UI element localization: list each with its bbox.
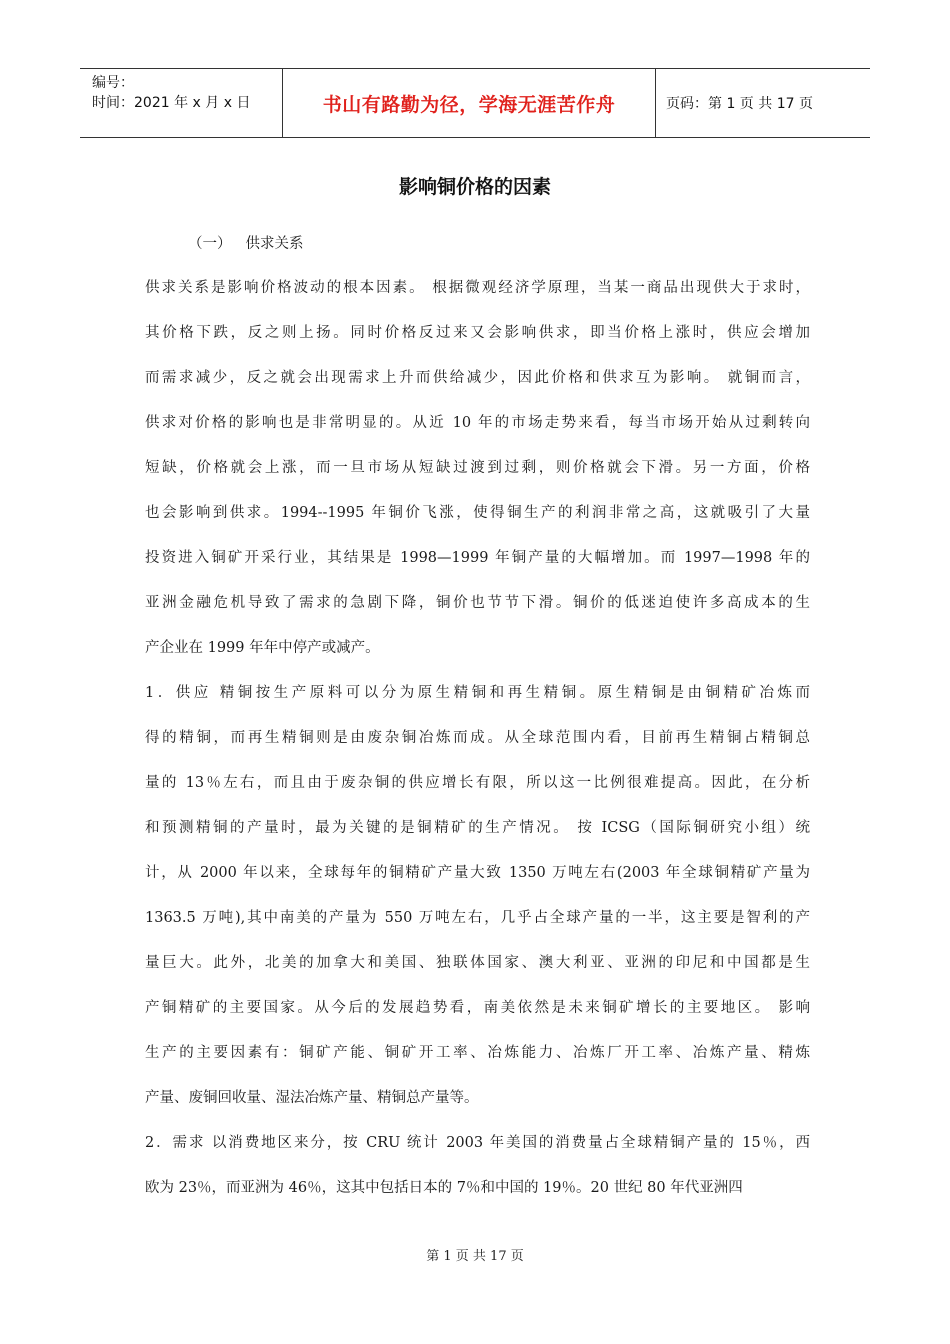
- text-line: 和预测精铜的产量时，最为关键的是铜精矿的生产情况。 按 ICSG（国际铜研究小组）统: [145, 820, 810, 836]
- text-line: 产铜精矿的主要国家。从今后的发展趋势看，南美依然是未来铜矿增长的主要地区。 影响: [145, 1000, 810, 1016]
- document-title: 影响铜价格的因素: [398, 176, 551, 198]
- text-line: 生产的主要因素有：铜矿产能、铜矿开工率、冶炼能力、冶炼厂开工率、冶炼产量、精炼: [145, 1045, 810, 1061]
- text-line: 得的精铜，而再生精铜则是由废杂铜冶炼而成。从全球范围内看，目前再生精铜占精铜总: [145, 730, 810, 746]
- header-meta: [80, 69, 282, 137]
- section-heading: [188, 232, 318, 253]
- text-line: 其价格下跌，反之则上扬。同时价格反过来又会影响供求，即当价格上涨时，供应会增加: [145, 325, 810, 341]
- text-line: 短缺，价格就会上涨，而一旦市场从短缺过渡到过剩，则价格就会下滑。另一方面，价格: [145, 460, 810, 476]
- text-line: 量巨大。此外，北美的加拿大和美国、独联体国家、澳大利亚、亚洲的印尼和中国都是生: [145, 955, 810, 971]
- text-line: 欧为 23％，而亚洲为 46％，这其中包括日本的 7％和中国的 19％。20 世纪 80 年代亚洲四: [145, 1180, 743, 1196]
- text-line: 1363.5 万吨),其中南美的产量为 550 万吨左右，几乎占全球产量的一半，这主要是智利的产: [145, 910, 810, 926]
- document-number-label: 编号：: [92, 75, 134, 91]
- page-header: [80, 68, 870, 138]
- text-line: 量的 13％左右，而且由于废杂铜的供应增长有限，所以这一比例很难提高。因此，在分析: [145, 775, 810, 791]
- text-line: 也会影响到供求。1994--1995 年铜价飞涨，使得铜生产的利润非常之高，这就吸引了大量: [145, 505, 810, 521]
- text-line: 投资进入铜矿开采行业，其结果是 1998—1999 年铜产量的大幅增加。而 1997—1998 年的: [145, 550, 810, 566]
- text-line: 2．需求 以消费地区来分，按 CRU 统计 2003 年美国的消费量占全球精铜产量的 15％，西: [145, 1135, 810, 1151]
- text-line: 产量、废铜回收量、湿法冶炼产量、精铜总产量等。: [145, 1090, 479, 1106]
- text-line: 计，从 2000 年以来，全球每年的铜精矿产量大致 1350 万吨左右(2003 年全球铜精矿产量为: [145, 865, 810, 881]
- header-motto: 书山有路勤为径，学海无涯苦作舟: [282, 69, 656, 137]
- text-line: 供求关系是影响价格波动的根本因素。 根据微观经济学原理，当某一商品出现供大于求时，: [145, 280, 810, 296]
- text-line: 亚洲金融危机导致了需求的急剧下降，铜价也节节下滑。铜价的低迷迫使许多高成本的生: [145, 595, 810, 611]
- page-footer: 第 1 页 共 17 页: [426, 1249, 524, 1264]
- text-line: 1．供应 精铜按生产原料可以分为原生精铜和再生精铜。原生精铜是由铜精矿冶炼而: [145, 685, 810, 701]
- body-text: [145, 272, 810, 1217]
- section-marker: （一）: [188, 236, 232, 252]
- document-date-label: 时间：2021 年 x 月 x 日: [92, 95, 251, 111]
- section-title: 供求关系: [245, 236, 304, 252]
- text-line: 产企业在 1999 年年中停产或减产。: [145, 640, 380, 656]
- header-page-info: 页码：第 1 页 共 17 页: [666, 96, 813, 112]
- text-line: 而需求减少，反之就会出现需求上升而供给减少，因此价格和供求互为影响。 就铜而言，: [145, 370, 810, 386]
- text-line: 供求对价格的影响也是非常明显的。从近 10 年的市场走势来看，每当市场开始从过剩转向: [145, 415, 810, 431]
